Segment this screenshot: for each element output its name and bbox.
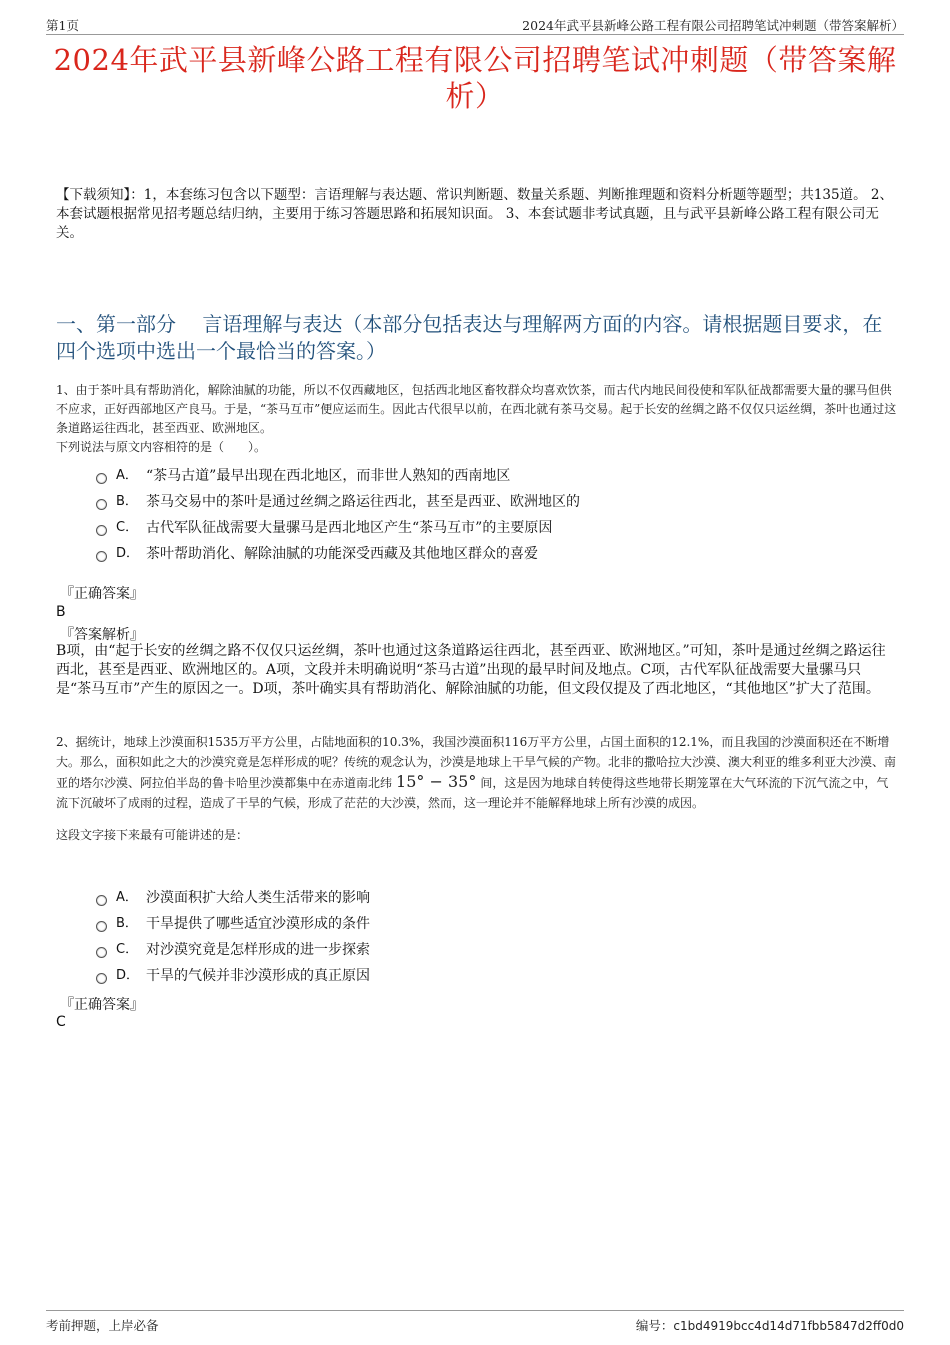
radio-icon[interactable] — [96, 973, 107, 984]
q1-answer: B — [56, 604, 66, 620]
radio-icon[interactable] — [96, 895, 107, 906]
q2-option-a[interactable]: A． 沙漠面积扩大给人类生活带来的影响 — [96, 885, 902, 911]
q2-option-b[interactable]: B． 干旱提供了哪些适宜沙漠形成的条件 — [96, 911, 902, 937]
question-2 — [56, 732, 898, 813]
question-2-text-cont: 间，这是因为地球自转使得这些地带长期笼罩在大气环流的下沉气流之中，气流下沉破坏了成雨的过程，造成了干旱的气候，形成了茫茫的大沙漠，然而，这一理论并不能解释地球上所有沙漠的成因。 — [56, 776, 889, 810]
radio-icon[interactable] — [96, 499, 107, 510]
question-1 — [56, 381, 898, 457]
footer-code: 编号：c1bd4919bcc4d14d71fbb5847d2ff0d0 — [635, 1318, 904, 1333]
question-1-options — [96, 463, 902, 567]
q2-option-d[interactable]: D． 干旱的气候并非沙漠形成的真正原因 — [96, 963, 902, 989]
question-1-prompt: 下列说法与原文内容相符的是（ ）。 — [56, 440, 267, 454]
radio-icon[interactable] — [96, 947, 107, 958]
q2-answer-label: 『正确答案』 — [60, 997, 144, 1013]
q2-option-c[interactable]: C． 对沙漠究竟是怎样形成的进一步探索 — [96, 937, 902, 963]
q1-option-d[interactable]: D． 茶叶帮助消化、解除油腻的功能深受西藏及其他地区群众的喜爱 — [96, 541, 902, 567]
radio-icon[interactable] — [96, 551, 107, 562]
download-notice: 【下载须知】：1，本套练习包含以下题型：言语理解与表达题、常识判断题、数量关系题、判断推理题和资料分析题等题型；共135道。 2、本套试题根据常见招考题总结归纳，主要用于练习答题思路和拓展知识面。 3、本套试题非考试真题，且与武平县新峰公路工程有限公司无关。 — [56, 187, 893, 241]
q2-answer: C — [56, 1014, 66, 1030]
question-2-text: 2、据统计，地球上沙漠面积1535万平方公里，占陆地面积的10.3%，我国沙漠面积116万平方公里，占国土面积的12.1%，而且我国的沙漠面积还在不断增大。那么，面积如此之大的沙漠究竟是怎样形成的呢？传统的观念认为，沙漠是地球上干旱气候的产物。北非的撒哈拉大沙漠、澳大利亚的维多利亚大沙漠、南亚的塔尔沙漠、阿拉伯半岛的鲁卡哈里沙漠都集中在赤道南北纬 — [56, 735, 897, 790]
page-header — [46, 14, 904, 35]
page-footer — [46, 1310, 904, 1335]
section-title: 一、第一部分 言语理解与表达（本部分包括表达与理解两方面的内容。请根据题目要求，在四个选项中选出一个最恰当的答案。） — [56, 312, 883, 363]
question-1-text: 1、由于茶叶具有帮助消化，解除油腻的功能，所以不仅西藏地区，包括西北地区畜牧群众均喜欢饮茶，而古代内地民间役使和军队征战都需要大量的骡马但供不应求，正好西部地区产良马。于是，“茶马互市”便应运而生。因此古代很早以前，在西北就有茶马交易。起于长安的丝绸之路不仅仅只运丝绸，茶叶也通过这条道路运往西北，甚至西亚、欧洲地区。 — [56, 383, 897, 435]
radio-icon[interactable] — [96, 525, 107, 536]
q1-option-b[interactable]: B． 茶马交易中的茶叶是通过丝绸之路运往西北，甚至是西亚、欧洲地区的 — [96, 489, 902, 515]
q1-analysis: B项，由“起于长安的丝绸之路不仅仅只运丝绸，茶叶也通过这条道路运往西北，甚至西亚、欧洲地区。”可知，茶叶是通过丝绸之路运往西北，甚至是西亚、欧洲地区的。A项，文段并未明确说明“茶马古道”出现的最早时间及地点。C项，古代军队征战需要大量骡马只是“茶马互市”产生的原因之一。D项，茶叶确实具有帮助消化、解除油腻的功能，但文段仅提及了西北地区，“其他地区”扩大了范围。 — [56, 643, 886, 697]
q1-option-c[interactable]: C． 古代军队征战需要大量骡马是西北地区产生“茶马互市”的主要原因 — [96, 515, 902, 541]
q1-answer-label: 『正确答案』 — [60, 586, 144, 602]
q1-analysis-label: 『答案解析』 — [60, 627, 144, 643]
footer-slogan: 考前押题，上岸必备 — [46, 1318, 159, 1333]
page-number: 第1页 — [46, 18, 79, 33]
radio-icon[interactable] — [96, 473, 107, 484]
q1-option-a[interactable]: A． “茶马古道”最早出现在西北地区，而非世人熟知的西南地区 — [96, 463, 902, 489]
question-2-prompt: 这段文字接下来最有可能讲述的是： — [56, 828, 249, 842]
latitude-range: 15° − 35° — [396, 772, 477, 791]
question-2-options — [96, 885, 902, 989]
radio-icon[interactable] — [96, 921, 107, 932]
header-doc-title: 2024年武平县新峰公路工程有限公司招聘笔试冲刺题（带答案解析） — [522, 18, 904, 33]
page-title: 2024年武平县新峰公路工程有限公司招聘笔试冲刺题（带答案解析） — [53, 43, 897, 113]
